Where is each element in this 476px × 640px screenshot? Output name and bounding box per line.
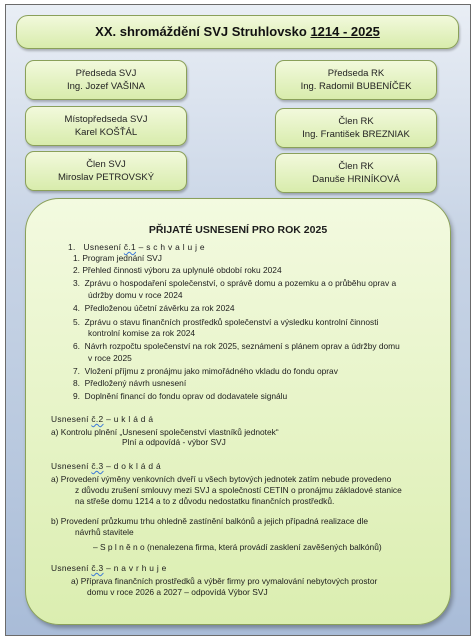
role-person: Danuše HRINÍKOVÁ [312,174,400,185]
role-box-vice-chairman-svj [25,106,187,146]
section-2-responsible: Plní a odpovídá - výbor SVJ [122,437,226,447]
role-box-chairman-svj [25,60,187,100]
section-3-verb: – d o k l á d á [103,461,161,471]
section-4-item-a: a) Příprava finančních prostředků a výběr firmy pro vymalování nebytových prostor [71,576,378,586]
page-title [16,15,459,49]
section-3-item-a: a) Provedení výměny venkovních dveří u všech bytových jednotek zatím nebude provedeno [51,474,392,484]
list-item-6 [73,341,400,352]
item-text: Přehled činnosti výboru za uplynulé období roku 2024 [82,265,282,275]
item-number: 7. [73,366,80,376]
role-title: Člen RK [338,161,374,172]
list-item-5-cont: kontrolní komise za rok 2024 [88,328,196,338]
section-4-verb: – n a v r h u j e [103,563,167,573]
role-person: Karel KOŠŤÁL [74,127,138,138]
section-3-item-b-cont: návrhů stavitele [75,527,134,537]
item-number: 6. [73,341,80,351]
role-title: Člen RK [338,116,374,127]
role-box-member-rk-2 [275,153,437,193]
list-item-7 [73,366,338,377]
item-text: Předloženou účetní závěrku za rok 2024 [84,303,235,313]
section-1-verb: – s c h v a l u j e [135,242,205,252]
section-4-prefix: Usnesení [51,563,92,573]
section-3-item-a-cont-2: na střeše domu 1214 a to z důvodu nedostatku finančních prostředků. [75,496,335,506]
resolutions-heading: PŘIJATÉ USNESENÍ PRO ROK 2025 [148,224,328,236]
item-text: Doplnění financí do fondu oprav od dodavatele signálu [84,391,288,401]
section-2-id: č.2 [91,414,104,424]
role-box-chairman-rk [275,60,437,100]
section-2-label [51,414,153,425]
list-item-9 [73,391,287,402]
list-item-2 [73,265,282,276]
item-text: Vložení příjmu z pronájmu jako mimořádného vkladu do fondu oprav [84,366,338,376]
item-number: 4. [73,303,80,313]
role-person: Miroslav PETROVSKÝ [57,172,155,183]
item-number: 3. [73,278,80,288]
list-item-4 [73,303,235,314]
role-title: Předseda SVJ [75,68,137,79]
section-4-item-a-cont: domu v roce 2026 a 2027 – odpovídá Výbor SVJ [87,587,268,597]
section-3-item-b-status: – S p l n ě n o (nenalezena firma, která provádí zasklení zavěšených balkónů) [93,542,382,552]
item-number: 1. [73,253,80,263]
role-person: Ing. Radomil BUBENÍČEK [300,81,412,92]
item-text: Návrh rozpočtu společenství na rok 2025, seznámení s plánem oprav a údržby domu [84,341,400,351]
item-number: 2. [73,265,80,275]
section-3-prefix: Usnesení [51,461,92,471]
section-1-label [68,242,205,253]
title-prefix: XX. shromáždění SVJ Struhlovsko [95,24,311,39]
list-item-1 [73,253,162,264]
list-item-5 [73,317,378,328]
section-1-prefix: Usnesení [83,242,124,252]
role-person: Ing. Jozef VAŠINA [67,81,145,92]
item-text: Zprávu o stavu finančních prostředků společenství a výsledku kontrolní činnosti [84,317,379,327]
role-box-member-rk-1 [275,108,437,148]
section-4-id: č.3 [91,563,104,573]
item-text: Předložený návrh usnesení [84,378,187,388]
section-2-prefix: Usnesení [51,414,92,424]
title-years: 1214 - 2025 [310,24,380,39]
role-box-member-svj [25,151,187,191]
section-4-label [51,563,167,574]
role-person: Ing. František BREZNIAK [302,129,410,140]
section-1-number: 1. [68,242,76,252]
item-text: Zprávu o hospodaření společenství, o správě domu a pozemku a o průběhu oprav a [84,278,397,288]
section-2-verb: – u k l á d á [103,414,154,424]
item-number: 9. [73,391,80,401]
section-3-item-b: b) Provedení průzkumu trhu ohledně zastínění balkónů a jejich případná realizace dle [51,516,369,526]
list-item-3-cont: údržby domu v roce 2024 [88,290,183,300]
role-title: Místopředseda SVJ [64,114,148,125]
section-3-item-a-cont-1: z důvodu zrušení smlouvy mezi SVJ a společností CETIN o pronájmu základové stanice [75,485,402,495]
item-number: 8. [73,378,80,388]
list-item-8 [73,378,186,389]
role-title: Předseda RK [327,68,385,79]
section-3-label [51,461,161,472]
section-3-id: č.3 [91,461,104,471]
item-number: 5. [73,317,80,327]
role-title: Člen SVJ [86,159,126,170]
section-2-item-a: a) Kontrolu plnění „Usnesení společenství vlastníků jednotek“ [51,427,279,437]
item-text: Program jednání SVJ [82,253,162,263]
list-item-3 [73,278,396,289]
list-item-6-cont: v roce 2025 [88,353,132,363]
section-1-id: č.1 [123,242,136,252]
